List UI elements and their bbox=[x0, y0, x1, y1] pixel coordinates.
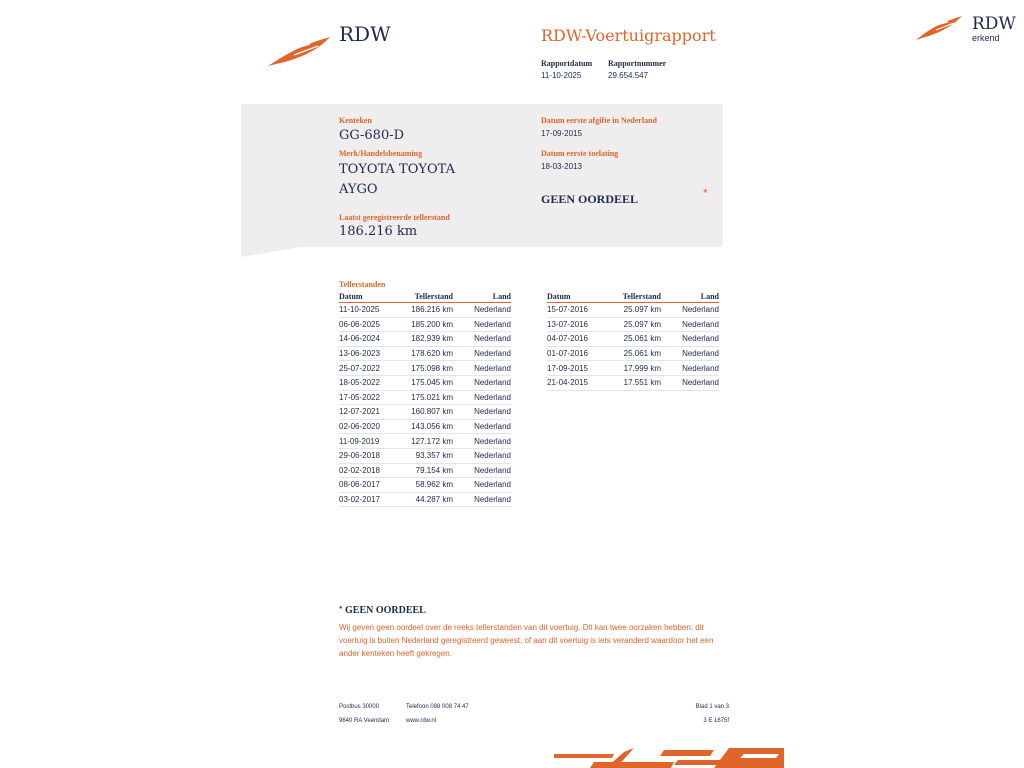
table-row bbox=[547, 375, 719, 390]
reading-country: Nederland bbox=[453, 405, 511, 420]
table-row bbox=[339, 346, 511, 361]
reading-value: 175.098 km bbox=[403, 361, 453, 376]
table-row bbox=[339, 492, 511, 507]
reading-country: Nederland bbox=[661, 375, 719, 390]
odometer-label: Laatst geregistreerde tellerstand bbox=[339, 213, 450, 222]
reading-date: 08-06-2017 bbox=[339, 478, 403, 493]
table-row bbox=[339, 478, 511, 493]
reading-value: 25.061 km bbox=[611, 346, 661, 361]
col-date: Datum bbox=[339, 292, 403, 303]
readings-title: Tellerstanden bbox=[339, 280, 386, 289]
table-row bbox=[339, 463, 511, 478]
corner-logo-brand: RDW bbox=[972, 14, 1016, 34]
reading-date: 17-09-2015 bbox=[547, 361, 611, 376]
report-date: 11-10-2025 bbox=[541, 71, 582, 80]
reading-date: 29-06-2018 bbox=[339, 448, 403, 463]
reading-country: Nederland bbox=[453, 346, 511, 361]
footnote-line-1: Wij geven geen oordeel over de reeks tellerstanden van dit voertuig. Dit kan twee oorzaken hebben: dit bbox=[339, 623, 704, 632]
footer-page: Blad 1 van 3 bbox=[695, 704, 729, 710]
decorative-stripes bbox=[554, 748, 784, 768]
reading-date: 15-07-2016 bbox=[547, 303, 611, 318]
reading-country: Nederland bbox=[661, 346, 719, 361]
reading-value: 143.056 km bbox=[403, 419, 453, 434]
reading-date: 11-09-2019 bbox=[339, 434, 403, 449]
col-date: Datum bbox=[547, 292, 611, 303]
footnote-heading bbox=[339, 605, 426, 616]
reading-date: 03-02-2017 bbox=[339, 492, 403, 507]
table-row bbox=[339, 390, 511, 405]
rdw-feather-icon bbox=[266, 34, 332, 68]
table-row bbox=[547, 303, 719, 318]
reading-country: Nederland bbox=[453, 434, 511, 449]
plate-value: GG-680-D bbox=[339, 128, 405, 143]
reading-value: 186.216 km bbox=[403, 303, 453, 318]
vehicle-summary-panel bbox=[241, 104, 723, 247]
footnote-line-2: voertuig is buiten Nederland geregistreerd geweest, of aan dit voertuig is iets veranderd waardoor het een bbox=[339, 636, 714, 645]
reading-country: Nederland bbox=[661, 332, 719, 347]
reading-date: 01-07-2016 bbox=[547, 346, 611, 361]
report-number: 29.654.547 bbox=[608, 71, 649, 80]
reading-value: 127.172 km bbox=[403, 434, 453, 449]
report-number-label: Rapportnummer bbox=[608, 59, 667, 68]
reading-value: 17.551 km bbox=[611, 375, 661, 390]
reading-value: 58.962 km bbox=[403, 478, 453, 493]
reading-value: 175.021 km bbox=[403, 390, 453, 405]
verdict-mark: * bbox=[703, 186, 708, 200]
reading-country: Nederland bbox=[661, 303, 719, 318]
reading-date: 02-06-2020 bbox=[339, 419, 403, 434]
table-row bbox=[339, 332, 511, 347]
reading-country: Nederland bbox=[453, 463, 511, 478]
reading-value: 25.097 km bbox=[611, 317, 661, 332]
first-nl-value: 17-09-2015 bbox=[541, 129, 582, 138]
reading-value: 93.357 km bbox=[403, 448, 453, 463]
reading-date: 13-07-2016 bbox=[547, 317, 611, 332]
footnote-mark: * bbox=[339, 605, 343, 613]
verdict: GEEN OORDEEL bbox=[541, 192, 639, 206]
odometer-value: 186.216 km bbox=[339, 224, 418, 239]
reading-value: 182.939 km bbox=[403, 332, 453, 347]
table-row bbox=[339, 375, 511, 390]
plate-label: Kenteken bbox=[339, 116, 372, 125]
make-label: Merk/Handelsbenaming bbox=[339, 149, 423, 158]
reading-value: 185.200 km bbox=[403, 317, 453, 332]
panel-notch bbox=[241, 247, 301, 257]
first-admission-label: Datum eerste toelating bbox=[541, 149, 619, 158]
reading-country: Nederland bbox=[453, 332, 511, 347]
reading-country: Nederland bbox=[453, 317, 511, 332]
footer-web: www.rdw.nl bbox=[406, 718, 437, 724]
col-reading: Tellerstand bbox=[611, 292, 661, 303]
table-row bbox=[547, 346, 719, 361]
table-row bbox=[547, 332, 719, 347]
col-country: Land bbox=[453, 292, 511, 303]
reading-value: 17.999 km bbox=[611, 361, 661, 376]
reading-date: 25-07-2022 bbox=[339, 361, 403, 376]
readings-table-right bbox=[547, 292, 719, 391]
table-row bbox=[339, 434, 511, 449]
table-row bbox=[339, 405, 511, 420]
reading-date: 13-06-2023 bbox=[339, 346, 403, 361]
footer-code: 3 E 1675f bbox=[703, 718, 729, 724]
table-row bbox=[547, 317, 719, 332]
reading-date: 11-10-2025 bbox=[339, 303, 403, 318]
reading-date: 02-02-2018 bbox=[339, 463, 403, 478]
reading-value: 160.807 km bbox=[403, 405, 453, 420]
reading-value: 79.154 km bbox=[403, 463, 453, 478]
reading-date: 21-04-2015 bbox=[547, 375, 611, 390]
table-row bbox=[547, 361, 719, 376]
reading-date: 14-06-2024 bbox=[339, 332, 403, 347]
col-country: Land bbox=[661, 292, 719, 303]
reading-date: 18-05-2022 bbox=[339, 375, 403, 390]
readings-table-left bbox=[339, 292, 511, 507]
table-row bbox=[339, 448, 511, 463]
reading-country: Nederland bbox=[453, 390, 511, 405]
table-row bbox=[339, 419, 511, 434]
table-row bbox=[339, 303, 511, 318]
report-title: RDW-Voertuigrapport bbox=[541, 26, 716, 45]
first-admission-value: 18-03-2013 bbox=[541, 162, 582, 171]
reading-country: Nederland bbox=[453, 361, 511, 376]
corner-logo bbox=[914, 14, 1014, 46]
reading-date: 17-05-2022 bbox=[339, 390, 403, 405]
reading-value: 25.097 km bbox=[611, 303, 661, 318]
corner-logo-tag: erkend bbox=[972, 33, 1000, 43]
brand-name: RDW bbox=[339, 22, 391, 46]
report-date-label: Rapportdatum bbox=[541, 59, 593, 68]
reading-country: Nederland bbox=[453, 448, 511, 463]
reading-country: Nederland bbox=[661, 317, 719, 332]
reading-value: 44.287 km bbox=[403, 492, 453, 507]
reading-country: Nederland bbox=[453, 303, 511, 318]
footer-phone: Telefoon 088 008 74 47 bbox=[406, 704, 469, 710]
footer-postbus: Postbus 30000 bbox=[339, 704, 380, 710]
reading-date: 12-07-2021 bbox=[339, 405, 403, 420]
reading-country: Nederland bbox=[453, 375, 511, 390]
table-row bbox=[339, 361, 511, 376]
reading-country: Nederland bbox=[453, 492, 511, 507]
footnote-line-3: ander kenteken heeft gekregen. bbox=[339, 649, 452, 658]
rdw-feather-icon bbox=[914, 14, 964, 42]
table-row bbox=[339, 317, 511, 332]
reading-country: Nederland bbox=[661, 361, 719, 376]
reading-date: 04-07-2016 bbox=[547, 332, 611, 347]
reading-country: Nederland bbox=[453, 419, 511, 434]
make-line-1: TOYOTA TOYOTA bbox=[339, 162, 455, 177]
reading-value: 175.045 km bbox=[403, 375, 453, 390]
col-reading: Tellerstand bbox=[403, 292, 453, 303]
reading-date: 06-06-2025 bbox=[339, 317, 403, 332]
reading-value: 178.620 km bbox=[403, 346, 453, 361]
reading-country: Nederland bbox=[453, 478, 511, 493]
footnote-title: GEEN OORDEEL bbox=[345, 605, 426, 616]
reading-value: 25.061 km bbox=[611, 332, 661, 347]
make-line-2: AYGO bbox=[339, 182, 378, 197]
footer-city: 9640 RA Veendam bbox=[339, 718, 390, 724]
first-nl-label: Datum eerste afgifte in Nederland bbox=[541, 116, 657, 125]
